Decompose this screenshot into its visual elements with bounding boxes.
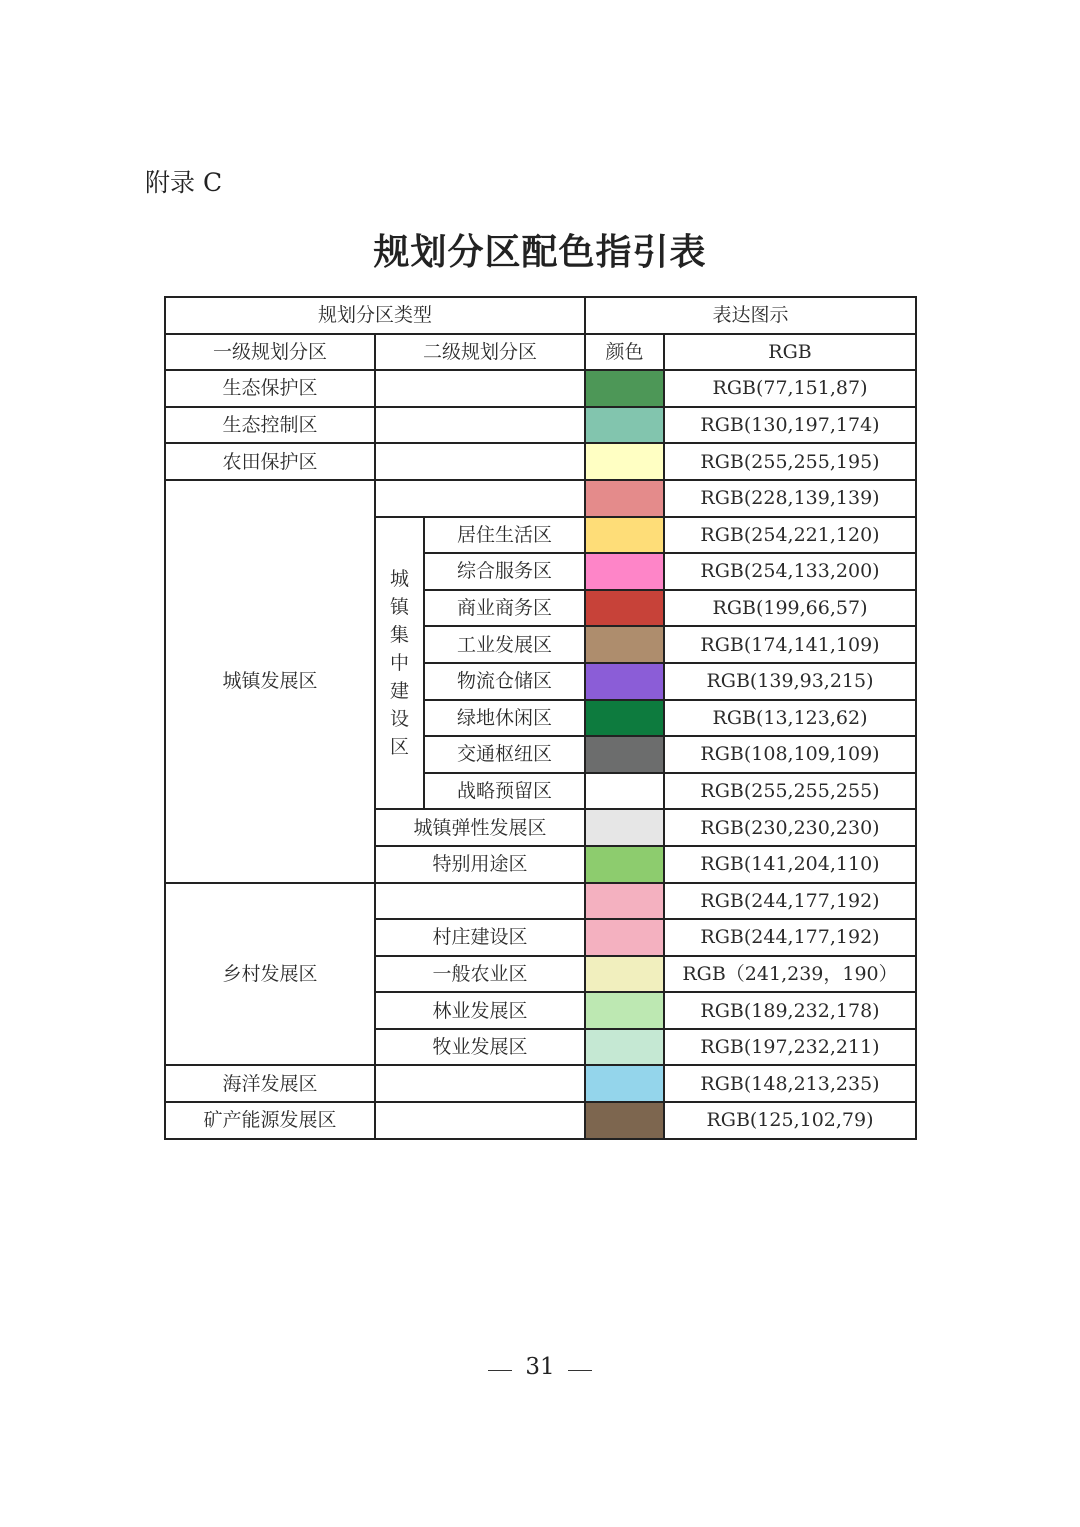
- color-swatch: [585, 626, 664, 663]
- color-swatch: [585, 919, 664, 956]
- table-header-row: [165, 297, 916, 334]
- color-swatch: [585, 443, 664, 480]
- level1-cell: 农田保护区: [165, 443, 375, 480]
- vertical-label-char: 城: [389, 567, 409, 590]
- rgb-cell: RGB(125,102,79): [664, 1102, 916, 1139]
- page-number-value: 31: [525, 1354, 555, 1380]
- table-row: [165, 443, 916, 480]
- rgb-cell: RGB(230,230,230): [664, 809, 916, 846]
- rgb-cell: RGB(228,139,139): [664, 480, 916, 517]
- color-swatch: [585, 370, 664, 407]
- color-swatch: [585, 407, 664, 444]
- header-level2: 二级规划分区: [375, 334, 585, 371]
- color-swatch: [585, 1029, 664, 1066]
- page-number: [0, 1350, 1080, 1384]
- level1-cell: 生态保护区: [165, 370, 375, 407]
- vertical-label-char: 镇: [389, 595, 409, 618]
- level2-cell: 战略预留区: [424, 773, 585, 810]
- color-swatch: [585, 956, 664, 993]
- rgb-cell: RGB(174,141,109): [664, 626, 916, 663]
- color-swatch: [585, 736, 664, 773]
- dash-right: [568, 1370, 592, 1371]
- rgb-cell: RGB(108,109,109): [664, 736, 916, 773]
- level2-cell-empty: [375, 370, 585, 407]
- level1-cell: 生态控制区: [165, 407, 375, 444]
- rgb-cell: RGB(130,197,174): [664, 407, 916, 444]
- rgb-cell: RGB(77,151,87): [664, 370, 916, 407]
- table-row: [165, 1102, 916, 1139]
- color-swatch: [585, 846, 664, 883]
- page-title: 规划分区配色指引表: [373, 231, 707, 273]
- zoning-color-table: [164, 296, 917, 1140]
- level1-cell: 矿产能源发展区: [165, 1102, 375, 1139]
- color-swatch: [585, 1065, 664, 1102]
- color-swatch: [585, 590, 664, 627]
- level2-cell-empty: [375, 1102, 585, 1139]
- level1-cell: 城镇发展区: [165, 480, 375, 883]
- header-rgb: RGB: [664, 334, 916, 371]
- color-swatch: [585, 517, 664, 554]
- level2-cell: 物流仓储区: [424, 663, 585, 700]
- rgb-cell: RGB(199,66,57): [664, 590, 916, 627]
- level2-cell-empty: [375, 1065, 585, 1102]
- vertical-label-char: 设: [389, 707, 409, 730]
- level2-cell: 特别用途区: [375, 846, 585, 883]
- color-swatch: [585, 992, 664, 1029]
- level1-cell: 海洋发展区: [165, 1065, 375, 1102]
- header-legend: 表达图示: [585, 297, 916, 334]
- color-swatch: [585, 773, 664, 810]
- color-swatch: [585, 700, 664, 737]
- rgb-cell: RGB(13,123,62): [664, 700, 916, 737]
- color-swatch: [585, 809, 664, 846]
- vertical-label-char: 中: [389, 651, 409, 674]
- table-row: [165, 407, 916, 444]
- vertical-label-char: 区: [389, 735, 409, 758]
- level2-cell: 商业商务区: [424, 590, 585, 627]
- rgb-cell: RGB(244,177,192): [664, 883, 916, 920]
- level2-cell: 城镇弹性发展区: [375, 809, 585, 846]
- level1-cell: 乡村发展区: [165, 883, 375, 1066]
- dash-left: [488, 1370, 512, 1371]
- rgb-cell: RGB（241,239，190）: [664, 956, 916, 993]
- level2-cell: 居住生活区: [424, 517, 585, 554]
- rgb-cell: RGB(141,204,110): [664, 846, 916, 883]
- table-subheader-row: [165, 334, 916, 371]
- level2-cell: 工业发展区: [424, 626, 585, 663]
- rgb-cell: RGB(244,177,192): [664, 919, 916, 956]
- color-swatch: [585, 553, 664, 590]
- level2-cell: 交通枢纽区: [424, 736, 585, 773]
- color-swatch: [585, 480, 664, 517]
- rgb-cell: RGB(254,221,120): [664, 517, 916, 554]
- rgb-cell: RGB(254,133,200): [664, 553, 916, 590]
- header-color: 颜色: [585, 334, 664, 371]
- rgb-cell: RGB(189,232,178): [664, 992, 916, 1029]
- table-row: [165, 480, 916, 517]
- table-row: [165, 1065, 916, 1102]
- level2-cell: 村庄建设区: [375, 919, 585, 956]
- color-swatch: [585, 663, 664, 700]
- header-zone-type: 规划分区类型: [165, 297, 585, 334]
- level2-cell-empty: [375, 480, 585, 517]
- header-level1: 一级规划分区: [165, 334, 375, 371]
- level2-cell: 综合服务区: [424, 553, 585, 590]
- table-row: [165, 883, 916, 920]
- vertical-label-char: 集: [389, 623, 409, 646]
- concentrated-zone-label: [375, 517, 424, 810]
- level2-cell: 牧业发展区: [375, 1029, 585, 1066]
- rgb-cell: RGB(148,213,235): [664, 1065, 916, 1102]
- level2-cell-empty: [375, 443, 585, 480]
- vertical-label-char: 建: [389, 679, 409, 702]
- rgb-cell: RGB(255,255,255): [664, 773, 916, 810]
- level2-cell-empty: [375, 407, 585, 444]
- rgb-cell: RGB(255,255,195): [664, 443, 916, 480]
- level2-cell: 绿地休闲区: [424, 700, 585, 737]
- rgb-cell: RGB(139,93,215): [664, 663, 916, 700]
- color-swatch: [585, 1102, 664, 1139]
- color-swatch: [585, 883, 664, 920]
- rgb-cell: RGB(197,232,211): [664, 1029, 916, 1066]
- table-row: [165, 370, 916, 407]
- level2-cell: 一般农业区: [375, 956, 585, 993]
- level2-cell-empty: [375, 883, 585, 920]
- appendix-label: 附录 C: [145, 168, 223, 197]
- level2-cell: 林业发展区: [375, 992, 585, 1029]
